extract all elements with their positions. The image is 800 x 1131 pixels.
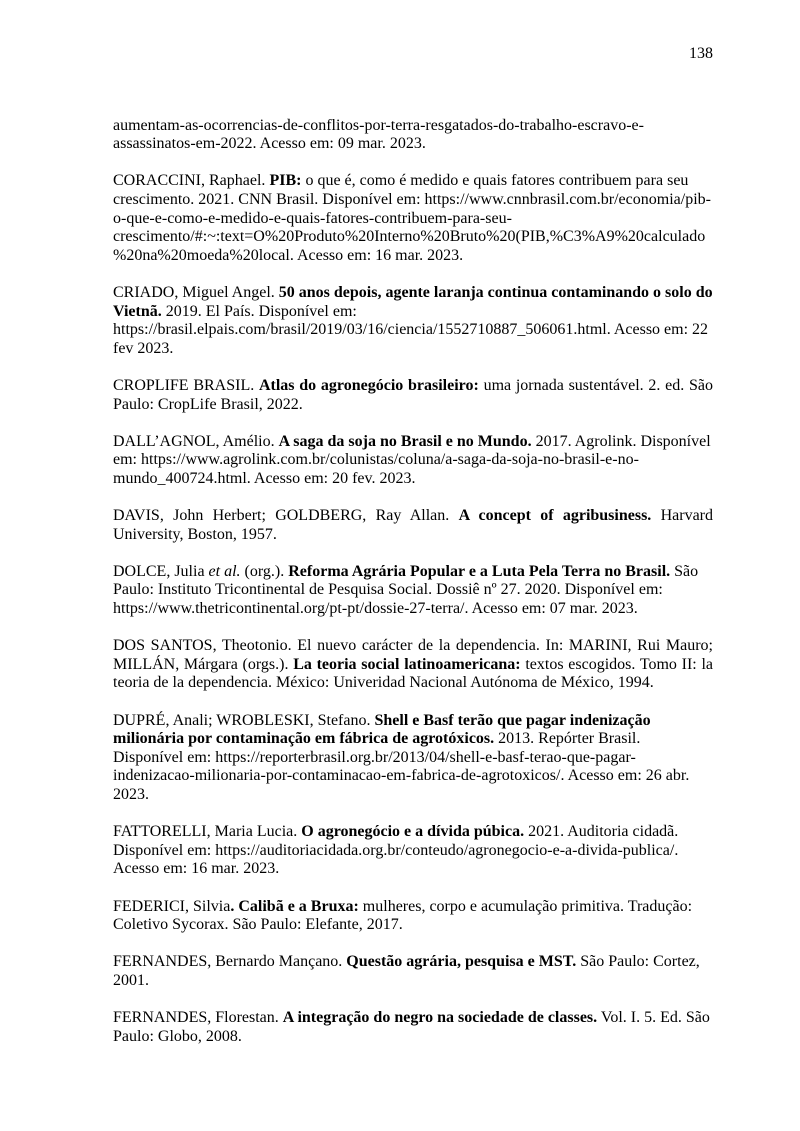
reference-entry	[113, 172, 713, 265]
reference-entry	[113, 823, 713, 879]
reference-text: mulheres, corpo e acumulação primitiva. Tradução: Coletivo Sycorax. São Paulo: Elefante, 2017.	[113, 897, 693, 934]
reference-text: 2017. Agrolink. Disponível em: https://www.agrolink.com.br/colunistas/coluna/a-saga-da-soja-no-brasil-e-no-mundo_400724.html. Acesso em: 20 fev. 2023.	[113, 432, 711, 487]
reference-text: São Paulo: Cortez, 2001.	[113, 953, 700, 989]
reference-text: 2021. Auditoria cidadã. Disponível em: https://auditoriacidada.org.br/conteudo/agronegocio-e-a-divida-publica/. Acesso em: 16 mar. 2023.	[113, 823, 679, 878]
reference-text: FERNANDES, Florestan.	[113, 1009, 283, 1027]
reference-title-text: A saga da soja no Brasil e no Mundo.	[278, 432, 532, 450]
reference-text: (org.).	[240, 562, 289, 580]
reference-entry	[113, 507, 713, 544]
reference-title-text: A integração do negro na sociedade de classes.	[282, 1009, 598, 1027]
reference-text: uma jornada sustentável. 2. ed. São Paulo: CropLife Brasil, 2022.	[113, 376, 714, 413]
reference-text: o que é, como é medido e quais fatores contribuem para seu crescimento. 2021. CNN Brasil. Disponível em: https://www.cnnbrasil.com.br/economia/pib-o-que-e-como-e-medido-e-quais-fatores-contribuem-para-seu-crescimento/#:~:text=O%20Produto%20Interno%20Bruto%20(PIB,%C3%A9%20calculado%20na%20moeda%20local. Acesso em: 16 mar. 2023.	[113, 172, 711, 264]
reference-entry	[113, 712, 713, 805]
reference-text: DUPRÉ, Anali; WROBLESKI, Stefano.	[113, 711, 375, 729]
reference-title-text: Atlas do agronegócio brasileiro:	[258, 376, 479, 394]
reference-entry	[113, 117, 713, 154]
reference-entry	[113, 1009, 713, 1046]
reference-entry	[113, 637, 713, 693]
reference-text: FEDERICI, Silvia	[113, 897, 231, 915]
reference-title-text: . Calibã e a Bruxa:	[230, 897, 359, 915]
reference-title-text: PIB:	[269, 172, 302, 190]
reference-italic-text: et al.	[208, 562, 241, 580]
reference-title-text: Questão agrária, pesquisa e MST.	[346, 953, 577, 971]
reference-text: CROPLIFE BRASIL.	[113, 376, 259, 394]
reference-entry	[113, 953, 713, 990]
reference-title-text: Reforma Agrária Popular e a Luta Pela Terra no Brasil.	[288, 562, 671, 580]
reference-entry	[113, 433, 713, 489]
reference-text: DALL’AGNOL, Amélio.	[113, 432, 279, 450]
references-list	[113, 117, 713, 1047]
reference-text: São Paulo: Instituto Tricontinental de Pesquisa Social. Dossiê nº 27. 2020. Disponível em: https://www.thetricontinental.org/pt-pt/dossie-27-terra/. Acesso em: 07 mar. 2023.	[113, 562, 699, 618]
reference-title-text: La teoria social latinoamericana:	[293, 655, 521, 673]
reference-title-text: A concept of agribusiness.	[458, 507, 652, 525]
reference-text: DOLCE, Julia	[113, 562, 209, 580]
reference-text: Harvard University, Boston, 1957.	[113, 507, 714, 543]
reference-title-text: Shell e Basf terão que pagar indenização milionária por contaminação em fábrica de agrotóxicos.	[113, 711, 651, 748]
reference-entry	[113, 898, 713, 935]
reference-text: FATTORELLI, Maria Lucia.	[113, 823, 302, 841]
reference-text: 2013. Repórter Brasil. Disponível em: https://reporterbrasil.org.br/2013/04/shell-e-basf-terao-que-pagar-indenizacao-milionaria-por-contaminacao-em-fabrica-de-agrotoxicos/. Acesso em: 26 abr. 2023.	[113, 730, 690, 803]
reference-entry	[113, 284, 713, 358]
reference-text: 2019. El País. Disponível em: https://brasil.elpais.com/brasil/2019/03/16/ciencia/1552710887_506061.html. Acesso em: 22 fev 2023.	[113, 302, 709, 357]
reference-text: aumentam-as-ocorrencias-de-conflitos-por-terra-resgatados-do-trabalho-escravo-e-assassinatos-em-2022. Acesso em: 09 mar. 2023.	[113, 116, 644, 153]
page-number: 138	[689, 45, 713, 62]
reference-text: DAVIS, John Herbert; GOLDBERG, Ray Allan.	[113, 507, 459, 525]
reference-text: CORACCINI, Raphael.	[113, 172, 270, 190]
reference-title-text: O agronegócio e a dívida púbica.	[301, 823, 525, 841]
reference-text: DOS SANTOS, Theotonio. El nuevo carácter de la dependencia. In: MARINI, Rui Mauro; MILLÁN, Márgara (orgs.).	[113, 637, 713, 673]
reference-entry	[113, 377, 713, 414]
reference-text: FERNANDES, Bernardo Mançano.	[113, 953, 347, 971]
reference-text: textos escogidos. Tomo II: la teoria de la dependencia. México: Univeridad Nacional Autónoma de México, 1994.	[113, 655, 714, 692]
reference-text: Vol. I. 5. Ed. São Paulo: Globo, 2008.	[113, 1009, 710, 1045]
reference-text: CRIADO, Miguel Angel.	[113, 283, 279, 301]
reference-entry	[113, 563, 713, 619]
reference-title-text: 50 anos depois, agente laranja continua contaminando o solo do Vietnã.	[113, 283, 713, 320]
